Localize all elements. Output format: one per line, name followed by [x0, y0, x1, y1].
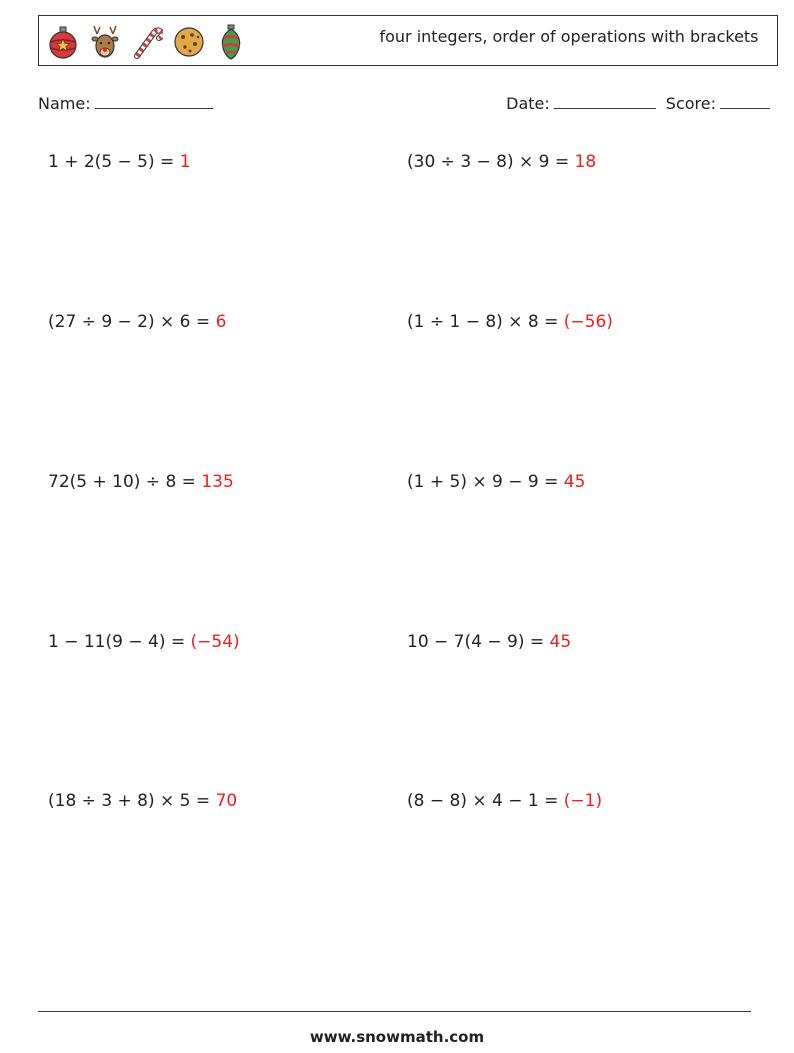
problem-expression: (27 ÷ 9 − 2) × 6 = [48, 312, 216, 332]
problem-5 [48, 472, 234, 492]
problem-6 [407, 472, 585, 492]
date-score-field [506, 93, 770, 113]
problem-answer: 6 [215, 312, 227, 332]
problem-2 [407, 152, 596, 172]
footer-site-link[interactable]: www.snowmath.com [309, 1028, 485, 1046]
problem-expression: 1 − 11(9 − 4) = [48, 632, 191, 652]
problem-answer: 45 [563, 472, 586, 492]
problem-answer: (−54) [190, 632, 240, 652]
problem-expression: 72(5 + 10) ÷ 8 = [48, 472, 202, 492]
reindeer-icon [89, 24, 121, 60]
ornament-ball-icon [47, 24, 79, 60]
problem-expression: (1 ÷ 1 − 8) × 8 = [407, 312, 564, 332]
name-label: Name: [38, 94, 91, 113]
date-label: Date: [506, 94, 550, 113]
cookie-icon [173, 24, 205, 60]
worksheet-title: four integers, order of operations with brackets [379, 27, 759, 46]
name-blank[interactable] [95, 93, 213, 109]
problem-expression: (30 ÷ 3 − 8) × 9 = [407, 152, 575, 172]
ornament-drop-icon [215, 24, 247, 60]
problem-4 [407, 312, 613, 332]
problem-1 [48, 152, 191, 172]
worksheet-header [38, 15, 778, 66]
problem-expression: 10 − 7(4 − 9) = [407, 632, 550, 652]
candy-cane-icon [131, 24, 163, 60]
problem-answer: 45 [549, 632, 572, 652]
score-label: Score: [665, 94, 716, 113]
score-blank[interactable] [720, 93, 770, 109]
name-field[interactable] [38, 93, 213, 113]
problem-expression: (1 + 5) × 9 − 9 = [407, 472, 564, 492]
problem-expression: (8 − 8) × 4 − 1 = [407, 791, 564, 811]
problem-answer: (−56) [563, 312, 613, 332]
problem-answer: (−1) [563, 791, 603, 811]
problem-answer: 70 [215, 791, 238, 811]
problem-answer: 135 [201, 472, 234, 492]
footer-divider [38, 1011, 751, 1012]
problem-answer: 18 [574, 152, 597, 172]
problem-7 [48, 632, 240, 652]
problem-answer: 1 [179, 152, 191, 172]
problem-10 [407, 791, 602, 811]
problem-expression: (18 ÷ 3 + 8) × 5 = [48, 791, 216, 811]
problem-3 [48, 312, 226, 332]
problem-9 [48, 791, 237, 811]
icon-strip [47, 22, 247, 62]
date-blank[interactable] [554, 93, 656, 109]
problem-8 [407, 632, 571, 652]
problem-expression: 1 + 2(5 − 5) = [48, 152, 180, 172]
